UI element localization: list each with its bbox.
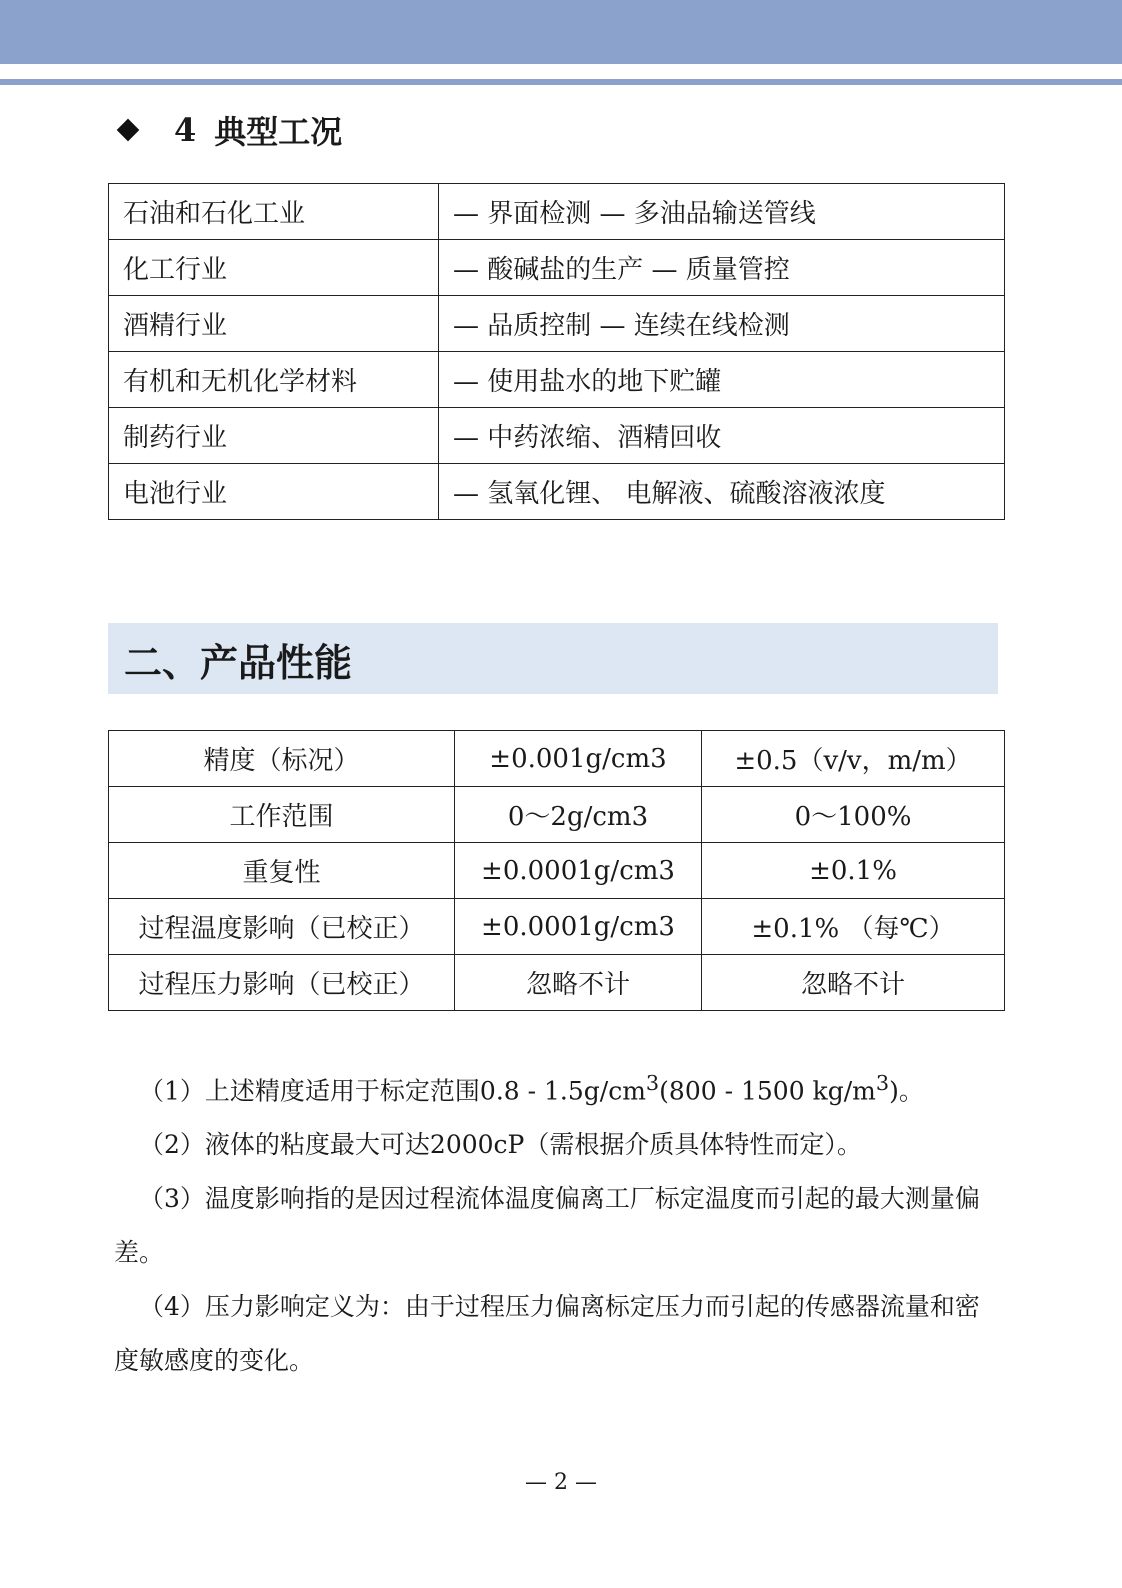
density-cell: ±0.001g/cm3: [455, 731, 702, 787]
concentration-cell: ±0.5（v/v，m/m）: [702, 731, 1005, 787]
density-cell: ±0.0001g/cm3: [455, 843, 702, 899]
uses-cell: — 界面检测 — 多油品输送管线: [439, 184, 1005, 240]
density-cell: ±0.0001g/cm3: [455, 899, 702, 955]
industry-cell: 酒精行业: [109, 296, 439, 352]
superscript-3: 3: [875, 1071, 890, 1095]
note-1-middle: (800 - 1500 kg/m: [659, 1076, 876, 1106]
industry-cell: 石油和石化工业: [109, 184, 439, 240]
table-row: [109, 955, 1005, 1011]
uses-cell: — 品质控制 — 连续在线检测: [439, 296, 1005, 352]
table-row: [109, 464, 1005, 520]
concentration-cell: 0～100%: [702, 787, 1005, 843]
header-rule: [0, 79, 1122, 85]
uses-cell: — 使用盐水的地下贮罐: [439, 352, 1005, 408]
table-row: [109, 352, 1005, 408]
table-row: [109, 731, 1005, 787]
page-number: — 2 —: [525, 1470, 597, 1495]
diamond-bullet-icon: [117, 119, 140, 142]
concentration-cell: ±0.1% （每℃）: [702, 899, 1005, 955]
uses-cell: — 中药浓缩、酒精回收: [439, 408, 1005, 464]
table-row: [109, 787, 1005, 843]
notes: [114, 1056, 999, 1388]
superscript-3: 3: [645, 1071, 660, 1095]
density-cell: 0～2g/cm3: [455, 787, 702, 843]
item-cell: 重复性: [109, 843, 455, 899]
uses-cell: — 氢氧化锂、 电解液、硫酸溶液浓度: [439, 464, 1005, 520]
section-title: 典型工况: [214, 113, 343, 151]
table-row: [109, 408, 1005, 464]
table-row: [109, 899, 1005, 955]
table-row: [109, 843, 1005, 899]
uses-cell: — 酸碱盐的生产 — 质量管控: [439, 240, 1005, 296]
industry-cell: 电池行业: [109, 464, 439, 520]
header-band: [0, 0, 1122, 64]
note-2: （2）液体的粘度最大可达2000cP（需根据介质具体特性而定）。: [139, 1130, 862, 1160]
table-row: [109, 296, 1005, 352]
item-cell: 工作范围: [109, 787, 455, 843]
industry-cell: 制药行业: [109, 408, 439, 464]
item-cell: 精度（标况）: [109, 731, 455, 787]
chapter-title: 二、产品性能: [124, 640, 353, 685]
item-cell: 过程压力影响（已校正）: [109, 955, 455, 1011]
performance-table: [108, 730, 1005, 1011]
table-row: [109, 240, 1005, 296]
concentration-cell: ±0.1%: [702, 843, 1005, 899]
note-1: [114, 1056, 999, 1118]
item-cell: 过程温度影响（已校正）: [109, 899, 455, 955]
section-heading: [115, 106, 342, 154]
note-4: （4）压力影响定义为：由于过程压力偏离标定压力而引起的传感器流量和密度敏感度的变化。: [114, 1292, 980, 1376]
note-3: （3）温度影响指的是因过程流体温度偏离工厂标定温度而引起的最大测量偏差。: [114, 1184, 980, 1268]
section-number: 4: [174, 111, 197, 149]
table-row: [109, 184, 1005, 240]
applications-table: [108, 183, 1005, 520]
note-1-prefix: （1）上述精度适用于标定范围0.8 - 1.5g/cm: [139, 1076, 646, 1106]
industry-cell: 有机和无机化学材料: [109, 352, 439, 408]
concentration-cell: 忽略不计: [702, 955, 1005, 1011]
industry-cell: 化工行业: [109, 240, 439, 296]
note-1-suffix: )。: [889, 1076, 924, 1106]
density-cell: 忽略不计: [455, 955, 702, 1011]
